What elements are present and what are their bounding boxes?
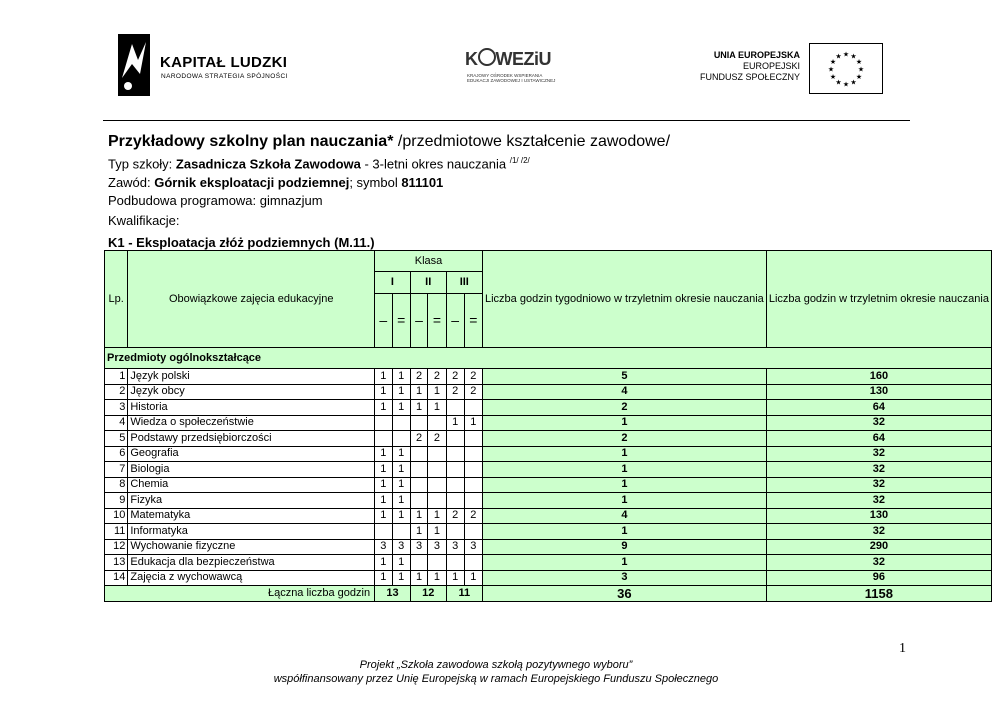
row-number: 8 [105, 477, 128, 493]
table-row [105, 384, 992, 400]
weekly-hours: 1 [482, 462, 766, 478]
header-sem-1: – [375, 293, 392, 347]
row-number: 14 [105, 570, 128, 586]
kapital-ludzki-subtitle: NARODOWA STRATEGIA SPÓJNOŚCI [161, 73, 288, 80]
semester-hours: 1 [464, 415, 482, 431]
footer-line-1: Projekt „Szkoła zawodowa szkołą pozytywnego wyboru” [359, 659, 633, 671]
subject-name: Podstawy przedsiębiorczości [128, 431, 375, 447]
semester-hours [410, 446, 427, 462]
eu-star-icon: ★ [835, 79, 842, 87]
semester-hours: 3 [410, 539, 427, 555]
semester-hours: 1 [428, 400, 446, 416]
semester-hours [446, 462, 464, 478]
eu-star-icon: ★ [855, 74, 863, 81]
subject-name: Wychowanie fizyczne [128, 539, 375, 555]
weekly-hours: 1 [482, 477, 766, 493]
table-row [105, 369, 992, 385]
header-klasa: Klasa [375, 251, 483, 272]
kapital-ludzki-logo [118, 34, 318, 98]
total-class-3: 11 [446, 586, 482, 602]
semester-hours [464, 524, 482, 540]
header-weekly: Liczba godzin tygodniowo w trzyletnim okresie nauczania [482, 251, 766, 348]
kapital-ludzki-name: KAPITAŁ LUDZKI [160, 54, 288, 71]
weekly-hours: 1 [482, 493, 766, 509]
total-hours: 130 [766, 508, 991, 524]
semester-hours: 1 [375, 400, 392, 416]
semester-hours: 1 [375, 462, 392, 478]
semester-hours [446, 477, 464, 493]
semester-hours [446, 446, 464, 462]
eu-flag-icon [809, 43, 883, 94]
kowezu-subtitle: KRAJOWY OŚRODEK WSPIERANIA EDUKACJI ZAWODOWEJ I USTAWICZNEJ [467, 73, 556, 83]
row-number: 13 [105, 555, 128, 571]
semester-hours [392, 524, 410, 540]
semester-hours [375, 431, 392, 447]
table-row [105, 400, 992, 416]
semester-hours: 2 [410, 369, 427, 385]
semester-hours [375, 524, 392, 540]
profession-line: Zawód: Górnik eksploatacji podziemnej; symbol 811101 [108, 175, 444, 190]
eu-star-icon: ★ [835, 53, 842, 61]
header-class-3: III [446, 272, 482, 293]
semester-hours: 1 [392, 462, 410, 478]
eu-text: UNIA EUROPEJSKA EUROPEJSKI FUNDUSZ SPOŁECZNY [699, 50, 800, 82]
weekly-hours: 2 [482, 431, 766, 447]
table-row [105, 493, 992, 509]
total-hours: 160 [766, 369, 991, 385]
semester-hours: 1 [392, 369, 410, 385]
row-number: 3 [105, 400, 128, 416]
row-number: 9 [105, 493, 128, 509]
eu-star-icon: ★ [855, 59, 863, 66]
semester-hours [428, 462, 446, 478]
semester-hours [410, 555, 427, 571]
semester-hours: 1 [410, 524, 427, 540]
eu-star-icon: ★ [850, 79, 857, 87]
weekly-hours: 2 [482, 400, 766, 416]
page-number: 1 [899, 641, 906, 656]
semester-hours: 1 [375, 477, 392, 493]
semester-hours [464, 555, 482, 571]
table-row [105, 462, 992, 478]
subject-name: Biologia [128, 462, 375, 478]
total-hours: 32 [766, 524, 991, 540]
subject-name: Matematyka [128, 508, 375, 524]
semester-hours: 3 [464, 539, 482, 555]
semester-hours [410, 477, 427, 493]
qualifications-label: Kwalifikacje: [108, 213, 180, 228]
semester-hours: 3 [428, 539, 446, 555]
semester-hours [464, 493, 482, 509]
semester-hours [446, 524, 464, 540]
semester-hours: 1 [464, 570, 482, 586]
semester-hours [446, 431, 464, 447]
semester-hours: 3 [392, 539, 410, 555]
header-lp: Lp. [105, 251, 128, 348]
subject-name: Język obcy [128, 384, 375, 400]
eu-star-icon: ★ [829, 59, 837, 66]
row-number: 4 [105, 415, 128, 431]
semester-hours [428, 477, 446, 493]
curriculum-table [104, 250, 992, 602]
total-weekly: 36 [482, 586, 766, 602]
semester-hours: 1 [428, 384, 446, 400]
eu-star-icon: ★ [829, 74, 837, 81]
row-number: 7 [105, 462, 128, 478]
table-row [105, 539, 992, 555]
semester-hours: 1 [446, 415, 464, 431]
header-total: Liczba godzin w trzyletnim okresie nauczania [766, 251, 991, 348]
weekly-hours: 1 [482, 524, 766, 540]
row-number: 10 [105, 508, 128, 524]
semester-hours: 2 [464, 369, 482, 385]
table-row [105, 477, 992, 493]
semester-hours: 1 [375, 384, 392, 400]
document-title: Przykładowy szkolny plan nauczania* /przedmiotowe kształcenie zawodowe/ [108, 133, 671, 150]
semester-hours [464, 431, 482, 447]
semester-hours: 1 [392, 384, 410, 400]
total-hours: 96 [766, 570, 991, 586]
semester-hours: 1 [375, 508, 392, 524]
semester-hours: 1 [392, 446, 410, 462]
semester-hours: 1 [392, 400, 410, 416]
footer-line-2: współfinansowany przez Unię Europejską w ramach Europejskiego Funduszu Społecznego [273, 673, 719, 685]
header-class-2: II [410, 272, 446, 293]
semester-hours: 1 [428, 570, 446, 586]
semester-hours [428, 446, 446, 462]
semester-hours [392, 431, 410, 447]
table-row [105, 524, 992, 540]
semester-hours [410, 415, 427, 431]
semester-hours: 1 [375, 555, 392, 571]
table-row [105, 431, 992, 447]
semester-hours: 1 [392, 508, 410, 524]
section-general: Przedmioty ogólnokształcące [105, 348, 992, 369]
semester-hours [446, 555, 464, 571]
semester-hours: 1 [428, 524, 446, 540]
school-type-line: Typ szkoły: Zasadnicza Szkoła Zawodowa - 3-letni okres nauczania $^{/1/ /2/}$ [108, 156, 530, 172]
semester-hours: 1 [392, 555, 410, 571]
semester-hours: 1 [392, 570, 410, 586]
header-class-1: I [375, 272, 411, 293]
total-hours: 64 [766, 400, 991, 416]
semester-hours: 1 [375, 493, 392, 509]
semester-hours: 1 [428, 508, 446, 524]
eu-star-icon: ★ [827, 66, 835, 74]
eu-star-icon: ★ [842, 51, 850, 59]
semester-hours: 2 [464, 508, 482, 524]
semester-hours: 3 [375, 539, 392, 555]
weekly-hours: 1 [482, 415, 766, 431]
semester-hours: 1 [410, 508, 427, 524]
total-hours: 290 [766, 539, 991, 555]
semester-hours [464, 446, 482, 462]
table-row [105, 415, 992, 431]
semester-hours: 2 [410, 431, 427, 447]
semester-hours [392, 415, 410, 431]
total-hours: 130 [766, 384, 991, 400]
semester-hours: 2 [446, 508, 464, 524]
total-hours: 32 [766, 477, 991, 493]
semester-hours: 2 [446, 369, 464, 385]
subject-name: Geografia [128, 446, 375, 462]
header-sem-3: – [410, 293, 427, 347]
subject-name: Fizyka [128, 493, 375, 509]
header-divider [103, 120, 910, 121]
semester-hours: 1 [410, 400, 427, 416]
semester-hours [446, 400, 464, 416]
table-row [105, 555, 992, 571]
semester-hours [410, 493, 427, 509]
semester-hours [446, 493, 464, 509]
header-sem-2: = [392, 293, 410, 347]
total-hours: 32 [766, 462, 991, 478]
semester-hours [428, 555, 446, 571]
kowezu-logo [465, 40, 580, 95]
semester-hours [428, 415, 446, 431]
row-number: 5 [105, 431, 128, 447]
subject-name: Język polski [128, 369, 375, 385]
eu-star-icon: ★ [850, 53, 857, 61]
row-number: 1 [105, 369, 128, 385]
weekly-hours: 1 [482, 555, 766, 571]
header-sem-6: = [464, 293, 482, 347]
semester-hours [464, 400, 482, 416]
weekly-hours: 9 [482, 539, 766, 555]
semester-hours: 1 [446, 570, 464, 586]
subject-name: Historia [128, 400, 375, 416]
kapital-ludzki-emblem-icon [118, 34, 150, 96]
semester-hours: 1 [392, 477, 410, 493]
total-hours: 32 [766, 446, 991, 462]
total-hours: 32 [766, 493, 991, 509]
kowezu-name: K WEZiU [465, 49, 551, 69]
semester-hours [464, 462, 482, 478]
total-hours: 1158 [766, 586, 991, 602]
semester-hours [428, 493, 446, 509]
semester-hours: 1 [410, 384, 427, 400]
weekly-hours: 5 [482, 369, 766, 385]
eu-star-icon: ★ [842, 81, 850, 89]
semester-hours: 2 [428, 369, 446, 385]
table-row [105, 570, 992, 586]
semester-hours: 1 [410, 570, 427, 586]
eu-star-icon: ★ [857, 66, 865, 74]
header-sem-5: – [446, 293, 464, 347]
table-row [105, 446, 992, 462]
weekly-hours: 4 [482, 384, 766, 400]
weekly-hours: 3 [482, 570, 766, 586]
row-number: 12 [105, 539, 128, 555]
weekly-hours: 4 [482, 508, 766, 524]
foundation-line: Podbudowa programowa: gimnazjum [108, 193, 323, 208]
total-hours: 64 [766, 431, 991, 447]
row-number: 2 [105, 384, 128, 400]
qualification-k1: K1 - Eksploatacja złóż podziemnych (M.11.) [108, 235, 375, 250]
semester-hours [464, 477, 482, 493]
total-class-2: 12 [410, 586, 446, 602]
semester-hours: 2 [464, 384, 482, 400]
table-row [105, 508, 992, 524]
total-class-1: 13 [375, 586, 411, 602]
semester-hours [410, 462, 427, 478]
semester-hours: 3 [446, 539, 464, 555]
header-sem-4: = [428, 293, 446, 347]
subject-name: Zajęcia z wychowawcą [128, 570, 375, 586]
total-hours: 32 [766, 555, 991, 571]
semester-hours: 1 [375, 369, 392, 385]
subject-name: Wiedza o społeczeństwie [128, 415, 375, 431]
semester-hours: 1 [375, 446, 392, 462]
weekly-hours: 1 [482, 446, 766, 462]
total-hours: 32 [766, 415, 991, 431]
semester-hours: 1 [375, 570, 392, 586]
semester-hours: 1 [392, 493, 410, 509]
footer [0, 658, 992, 686]
subject-name: Chemia [128, 477, 375, 493]
semester-hours [375, 415, 392, 431]
subject-name: Informatyka [128, 524, 375, 540]
kowezu-face-icon [478, 48, 496, 66]
semester-hours: 2 [428, 431, 446, 447]
row-number: 11 [105, 524, 128, 540]
row-number: 6 [105, 446, 128, 462]
semester-hours: 2 [446, 384, 464, 400]
total-label: Łączna liczba godzin [105, 586, 375, 602]
header-subject: Obowiązkowe zajęcia edukacyjne [128, 251, 375, 348]
subject-name: Edukacja dla bezpieczeństwa [128, 555, 375, 571]
